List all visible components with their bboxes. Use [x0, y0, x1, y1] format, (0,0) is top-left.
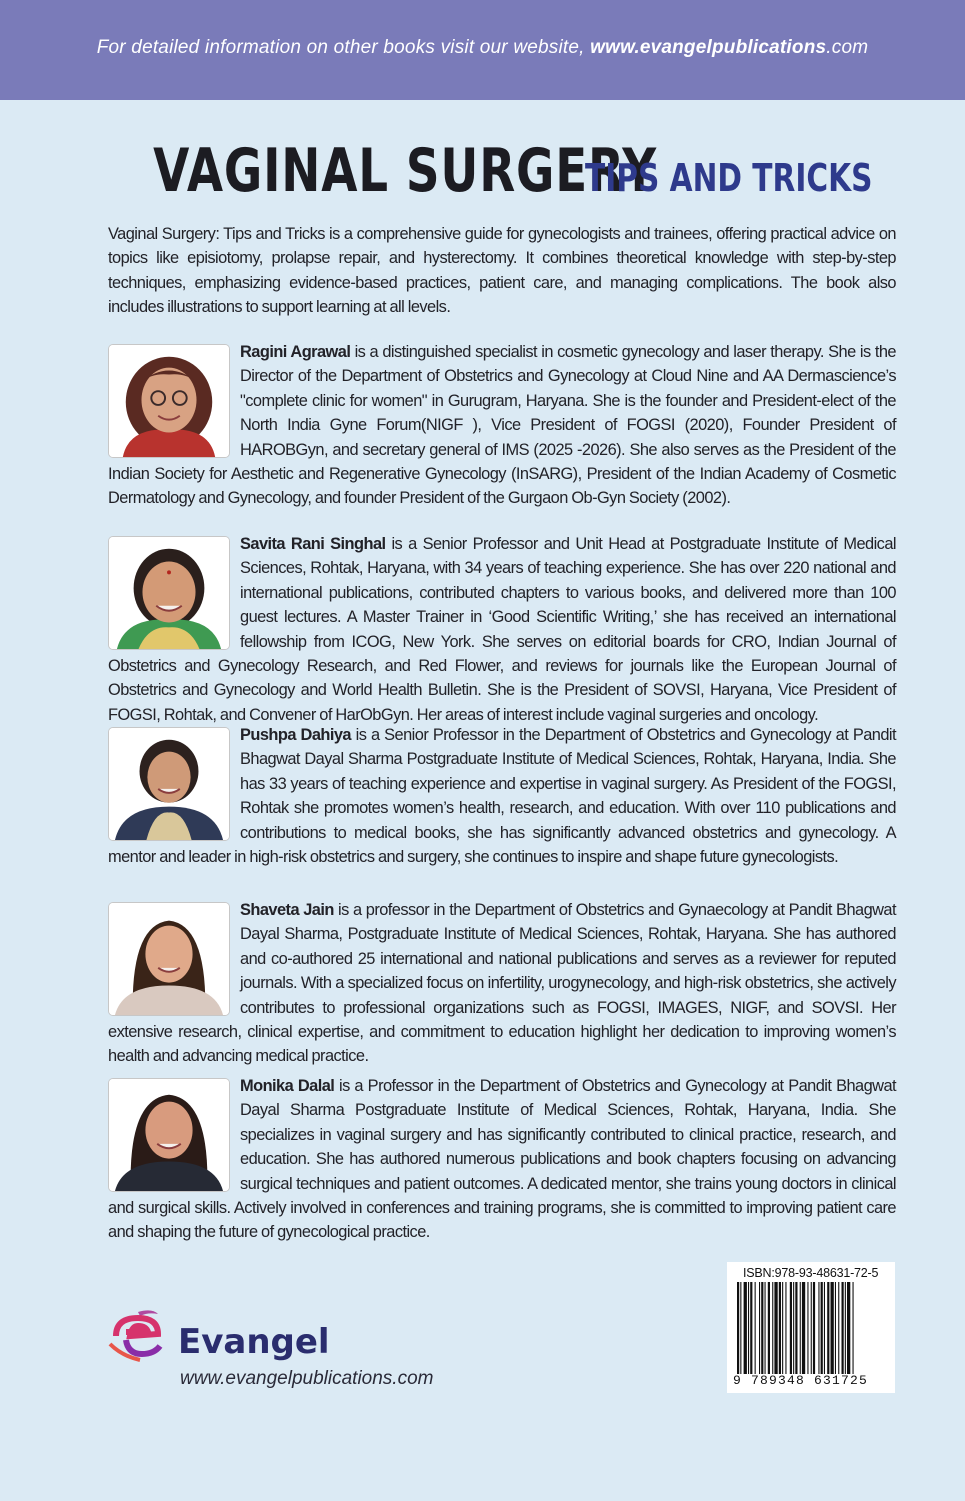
book-title: [0, 136, 965, 206]
book-title-main: VAGINAL SURGERY: [153, 136, 658, 206]
publisher-url[interactable]: www.evangelpublications.com: [180, 1368, 434, 1389]
banner-website-tld: .com: [826, 37, 869, 58]
barcode-bar: [842, 1282, 844, 1374]
barcode-bar: [813, 1282, 815, 1374]
author-bio-1: [108, 340, 896, 511]
author-text-3: is a Senior Professor in the Department of Obstetrics and Gynecology at Pandit Bhagwat Dayal Sharma Postgraduate Institute of Medical Sciences, Rohtak, Haryana, India. She has 33 years of teaching experience and expertise in vaginal surgery. As President of the FOGSI, Rohtak she promotes women’s health, research, and education. With over 110 publications and contributions to medical books, she has significantly advanced obstetrics and gynecology. A mentor and leader in high-risk obstetrics and surgery, she continues to inspire and shape future gynecologists.: [108, 726, 896, 867]
barcode-bar: [748, 1282, 749, 1374]
barcode-bars: [737, 1282, 885, 1374]
publisher-logo: [108, 1306, 468, 1396]
barcode-bar: [740, 1282, 741, 1374]
barcode-bar: [755, 1282, 756, 1374]
barcode-bar: [772, 1282, 773, 1374]
barcode-bar: [793, 1282, 794, 1374]
book-description: Vaginal Surgery: Tips and Tricks is a comprehensive guide for gynecologists and trainees, offering practical advice on topics like episiotomy, prolapse repair, and hysterectomy. It combines theoretical knowledge with step-by-step techniques, emphasizing evidence-based practices, patient care, and managing complications. The book also includes illustrations to support learning at all levels.: [108, 225, 896, 317]
banner-message: For detailed information on other books visit our website: [96, 37, 580, 58]
barcode-bar: [824, 1282, 825, 1374]
banner-text: [97, 37, 869, 59]
author-name-2: Savita Rani Singhal: [240, 535, 386, 553]
barcode-bar: [853, 1282, 854, 1374]
barcode-bar: [795, 1282, 797, 1374]
top-banner: [0, 0, 965, 100]
author-text-4: is a professor in the Department of Obstetrics and Gynaecology at Pandit Bhagwat Dayal Sharma, Postgraduate Institute of Medical Sciences, Rohtak, Haryana. She has authored and co-authored 25 international and national publications and serves as a reviewer for reputed journals. With a specialized focus on infertility, urogynecology, and high-risk obstetrics, she actively contributes to professional organizations such as FOGSI, IMAGES, NIGF, and SOVSI. Her extensive research, clinical expertise, and commitment to education highlight her dedication to improving women’s health and advancing medical practice.: [108, 901, 896, 1066]
barcode-bar: [845, 1282, 846, 1374]
author-bio-3: [108, 723, 896, 869]
publisher-name: Evangel: [178, 1322, 330, 1362]
barcode-bar: [790, 1282, 792, 1374]
banner-separator: ,: [579, 37, 591, 58]
evangel-logo-icon: [108, 1306, 168, 1368]
author-photo-4: [108, 902, 230, 1016]
barcode-bar: [750, 1282, 752, 1374]
author-photo-3: [108, 727, 230, 841]
barcode-bar: [779, 1282, 781, 1374]
banner-website-name: www.evangelpublications: [590, 37, 827, 58]
barcode-bar: [761, 1282, 763, 1374]
barcode-bar: [831, 1282, 834, 1374]
barcode-bar: [821, 1282, 823, 1374]
author-bio-2: [108, 532, 896, 727]
book-title-sub: TIPS AND TRICKS: [585, 156, 873, 200]
barcode-bar: [847, 1282, 850, 1374]
isbn-barcode: [727, 1262, 895, 1393]
barcode-bar: [774, 1282, 777, 1374]
author-text-5: is a Professor in the Department of Obstetrics and Gynecology at Pandit Bhagwat Dayal Sharma Postgraduate Institute of Medical Sciences, Rohtak, Haryana, India. She specializes in vaginal surgery and has significantly contributed to clinical practice, research, and education. She has authored numerous publications and book chapters focusing on advancing surgical techniques and patient outcomes. A dedicated mentor, she trains young doctors in clinical and surgical skills. Actively involved in conferences and training programs, she is committed to improving patient care and shaping the future of gynecological practice.: [108, 1077, 897, 1242]
barcode-digits: 9 789348 631725: [733, 1373, 869, 1388]
barcode-bar: [765, 1282, 766, 1374]
barcode-bar: [737, 1282, 739, 1374]
author-text-1: is a distinguished specialist in cosmetic gynecology and laser therapy. She is the Director of the Department of Obstetrics and Gynecology at Cloud Nine and AA Dermascience’s "complete clinic for women" in Gurugram, Haryana. She is the founder and President-elect of the North India Gyne Forum(NIGF ), Vice President of FOGSI (2020), Founder President of HAROBGyn, and secretary general of IMS (2025 -2026). She also serves as the President of the Indian Society for Aesthetic and Regenerative Gynecology (InSARG), President of the Indian Academy of Cosmetic Dermatology and Gynecology, and founder President of the Gurgaon Ob-Gyn Society (2002).: [108, 343, 896, 508]
author-name-3: Pushpa Dahiya: [240, 726, 351, 744]
barcode-bar: [785, 1282, 786, 1374]
author-photo-5: [108, 1078, 230, 1192]
barcode-bar: [827, 1282, 829, 1374]
author-photo-1: [108, 344, 230, 458]
author-photo-2: [108, 536, 230, 650]
barcode-bar: [782, 1282, 783, 1374]
barcode-bar: [807, 1282, 808, 1374]
isbn-label: ISBN:978-93-48631-72-5: [743, 1266, 879, 1280]
author-name-1: Ragini Agrawal: [240, 343, 351, 361]
barcode-bar: [835, 1282, 836, 1374]
barcode-bar: [744, 1282, 747, 1374]
barcode-bar: [800, 1282, 801, 1374]
author-name-4: Shaveta Jain: [240, 901, 334, 919]
barcode-bar: [759, 1282, 760, 1374]
barcode-bar: [811, 1282, 812, 1374]
author-bio-5: [108, 1074, 896, 1245]
barcode-bar: [768, 1282, 770, 1374]
barcode-bar: [802, 1282, 805, 1374]
banner-website-link[interactable]: [590, 37, 868, 58]
author-text-2: is a Senior Professor and Unit Head at Postgraduate Institute of Medical Sciences, Rohtak, Haryana, with 34 years of teaching experience. She has over 220 national and international publications, contributed chapters to various books, and delivered more than 100 guest lectures. A Master Trainer in ‘Good Scientific Writing,’ she has received an international fellowship from ICOG, New York. She serves on editorial boards for CRO, Indian Journal of Obstetrics and Gynecology Research, and Red Flower, and reviews for journals like the European Journal of Obstetrics and Gynecology and World Health Bulletin. She is the President of SOVSI, Haryana, Vice President of FOGSI, Rohtak, and Convener of HarObGyn. Her areas of interest include vaginal surgeries and oncology.: [108, 535, 896, 724]
author-name-5: Monika Dalal: [240, 1077, 335, 1095]
barcode-bar: [818, 1282, 819, 1374]
barcode-bar: [838, 1282, 839, 1374]
author-bio-4: [108, 898, 896, 1069]
